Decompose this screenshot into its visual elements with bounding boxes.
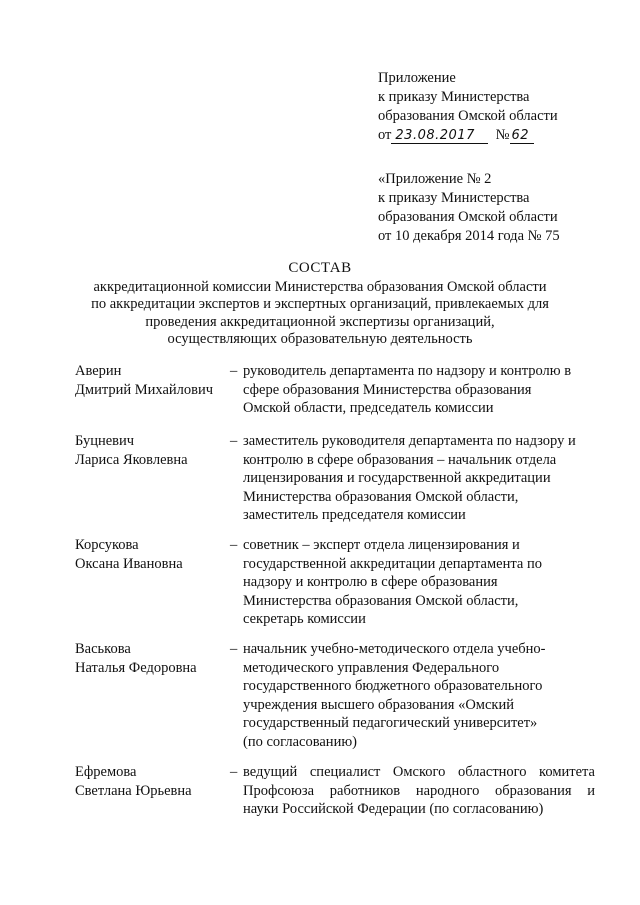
role-line: контролю в сфере образования – начальник отдела [243, 451, 557, 468]
member-surname: Буцневич [75, 433, 135, 449]
member-name [75, 432, 230, 469]
role-line: надзору и контролю в сфере образования [243, 574, 498, 590]
member-given-names: Лариса Яковлевна [75, 451, 188, 468]
appendix-date-line [378, 126, 558, 145]
dash-separator: – [230, 363, 238, 379]
role-line: руководитель департамента по надзору и контролю в [243, 363, 572, 379]
member-surname: Аверин [75, 363, 122, 379]
appendix-original-date: от 10 декабря 2014 года № 75 [378, 228, 560, 244]
dash-separator: – [230, 433, 238, 449]
member-surname: Ефремова [75, 764, 137, 780]
member-entry [75, 640, 595, 763]
role-line: методического управления Федерального [243, 659, 500, 676]
appendix-order-ref: к приказу Министерства [378, 89, 530, 105]
member-entry [75, 763, 595, 819]
dash-separator: – [230, 641, 238, 657]
role-line: Министерства образования Омской области, [243, 488, 519, 505]
handwritten-number: 62 [510, 128, 534, 144]
handwritten-date: 23.08.2017 [391, 128, 488, 144]
title-heading: СОСТАВ [288, 260, 352, 276]
title-line: осуществляющих образовательную деятельность [167, 331, 473, 347]
document-title [0, 260, 640, 349]
member-given-names: Дмитрий Михайлович [75, 381, 214, 398]
appendix-original-order-ref: к приказу Министерства [378, 190, 530, 206]
appendix-original-label: «Приложение № 2 [378, 171, 492, 187]
member-role [243, 763, 595, 819]
member-surname: Корсукова [75, 537, 139, 553]
member-role [243, 536, 595, 629]
member-role [243, 432, 595, 525]
appendix-label: Приложение [378, 70, 456, 86]
role-line: науки Российской Федерации (по согласованию) [243, 801, 544, 817]
role-line: Омской области, председатель комиссии [243, 400, 494, 416]
appendix-original-ministry: образования Омской области [378, 209, 558, 225]
role-line: заместитель руководителя департамента по надзору и [243, 433, 576, 449]
member-given-names: Наталья Федоровна [75, 659, 197, 676]
role-line: советник – эксперт отдела лицензирования и [243, 537, 520, 553]
dash-separator: – [230, 764, 238, 780]
member-name [75, 362, 230, 399]
role-line: Профсоюза работников народного образования и [243, 782, 595, 799]
dash-separator: – [230, 537, 238, 553]
role-line: государственного бюджетного образовательного [243, 678, 543, 694]
member-entry [75, 432, 595, 536]
member-given-names: Оксана Ивановна [75, 555, 183, 572]
role-line: государственный педагогический университет» [243, 715, 538, 731]
role-line: учреждения высшего образования «Омский [243, 696, 514, 713]
member-entry [75, 362, 595, 432]
member-name [75, 640, 230, 677]
appendix-header-original [378, 170, 560, 246]
title-line: по аккредитации экспертов и экспертных организаций, привлекаемых для [91, 296, 549, 312]
date-prefix: от [378, 127, 392, 143]
member-role [243, 640, 595, 751]
role-line: сфере образования Министерства образования [243, 381, 532, 398]
role-line: ведущий специалист Омского областного комитета [243, 764, 595, 780]
member-name [75, 763, 230, 800]
appendix-ministry: образования Омской области [378, 108, 558, 124]
number-prefix: № [495, 127, 510, 143]
member-name [75, 536, 230, 573]
appendix-header-current [378, 69, 558, 145]
member-given-names: Светлана Юрьевна [75, 782, 192, 799]
role-line: государственной аккредитации департамента по [243, 555, 542, 572]
role-line: лицензирования и государственной аккредитации [243, 470, 551, 486]
member-role [243, 362, 595, 418]
member-entry [75, 536, 595, 640]
role-line: начальник учебно-методического отдела учебно- [243, 641, 546, 657]
commission-members-list [75, 362, 595, 819]
role-line: Министерства образования Омской области, [243, 592, 519, 609]
title-line: проведения аккредитационной экспертизы организаций, [145, 313, 495, 330]
role-line: секретарь комиссии [243, 611, 366, 627]
title-line: аккредитационной комиссии Министерства образования Омской области [93, 278, 547, 295]
member-surname: Васькова [75, 641, 131, 657]
role-line: (по согласованию) [243, 733, 357, 750]
role-line: заместитель председателя комиссии [243, 507, 466, 523]
